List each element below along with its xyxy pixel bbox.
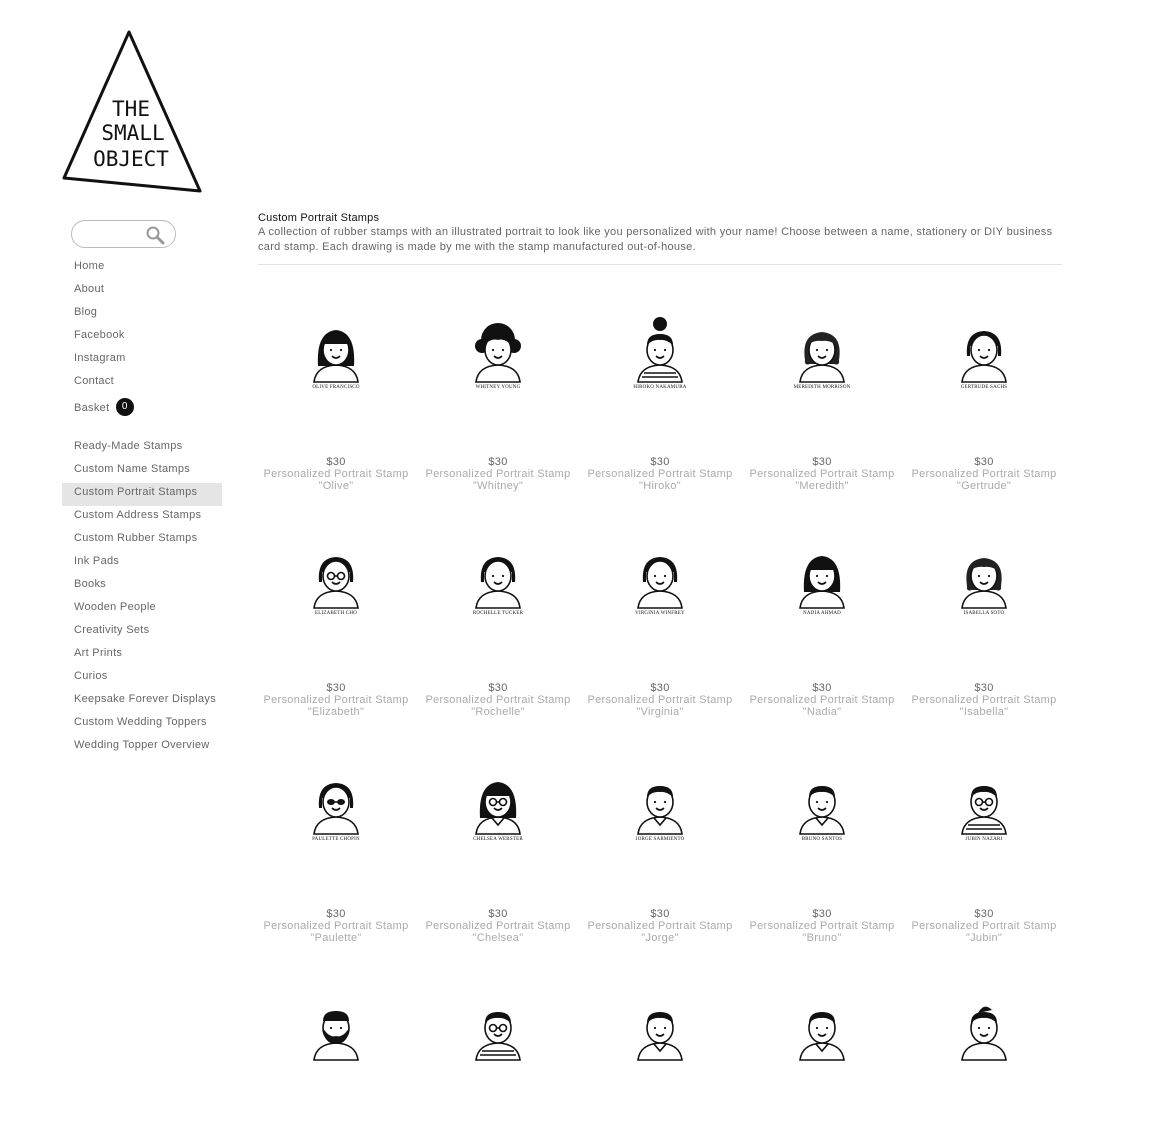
product-variant[interactable]: "Whitney" bbox=[472, 480, 524, 492]
product-card[interactable] bbox=[741, 536, 903, 718]
page-title: Custom Portrait Stamps bbox=[258, 212, 380, 224]
portrait-stamp-image[interactable] bbox=[944, 536, 1024, 626]
product-variant[interactable]: "Nadia" bbox=[802, 706, 842, 718]
portrait-stamp-image[interactable] bbox=[782, 536, 862, 626]
portrait-stamp-image[interactable] bbox=[458, 310, 538, 400]
stamp-name-caption: NADIA AHMAD bbox=[803, 611, 841, 616]
product-variant[interactable]: "Olive" bbox=[318, 480, 354, 492]
product-card[interactable] bbox=[741, 310, 903, 492]
product-price: $30 bbox=[650, 456, 670, 468]
stamp-name-caption: JORGE SARMIENTO bbox=[635, 837, 685, 842]
portrait-stamp-image[interactable] bbox=[296, 762, 376, 852]
product-variant[interactable]: "Meredith" bbox=[795, 480, 849, 492]
product-title[interactable]: Personalized Portrait Stamp bbox=[263, 920, 409, 932]
search-input[interactable] bbox=[82, 222, 146, 248]
card-spacer bbox=[741, 1078, 903, 1130]
stamp-name-caption: ROCHELLE TUCKER bbox=[472, 611, 524, 616]
nav-custom-address-stamps[interactable]: Custom Address Stamps bbox=[74, 509, 202, 521]
search-icon[interactable] bbox=[145, 225, 165, 245]
card-spacer bbox=[255, 852, 417, 904]
product-card[interactable] bbox=[579, 762, 741, 944]
nav-custom-name-stamps[interactable]: Custom Name Stamps bbox=[74, 463, 191, 475]
card-spacer bbox=[903, 626, 1065, 678]
nav-basket[interactable] bbox=[62, 395, 222, 425]
category-header bbox=[258, 212, 1062, 255]
card-spacer bbox=[741, 400, 903, 452]
nav-custom-rubber-stamps[interactable]: Custom Rubber Stamps bbox=[74, 532, 198, 544]
stamp-name-caption: OLIVE FRANCISCO bbox=[312, 385, 360, 390]
nav-keepsake-forever-displays[interactable]: Keepsake Forever Displays bbox=[74, 693, 217, 705]
card-spacer bbox=[417, 852, 579, 904]
card-spacer bbox=[741, 626, 903, 678]
card-spacer bbox=[903, 1078, 1065, 1130]
nav-custom-wedding-toppers[interactable]: Custom Wedding Toppers bbox=[74, 716, 207, 728]
product-title[interactable]: Personalized Portrait Stamp bbox=[911, 920, 1057, 932]
product-title[interactable]: Personalized Portrait Stamp bbox=[425, 694, 571, 706]
nav-books[interactable]: Books bbox=[74, 578, 107, 590]
card-spacer bbox=[417, 400, 579, 452]
card-spacer bbox=[579, 626, 741, 678]
product-price: $30 bbox=[488, 682, 508, 694]
stamp-name-caption: MEREDITH MORRISON bbox=[793, 385, 851, 390]
portrait-stamp-image[interactable] bbox=[620, 536, 700, 626]
product-card[interactable] bbox=[255, 536, 417, 718]
portrait-stamp-image[interactable] bbox=[620, 762, 700, 852]
product-card[interactable] bbox=[417, 762, 579, 944]
search-box bbox=[71, 220, 176, 248]
product-card[interactable] bbox=[255, 762, 417, 944]
portrait-stamp-image[interactable] bbox=[296, 988, 376, 1078]
product-variant[interactable]: "Rochelle" bbox=[471, 706, 525, 718]
product-card[interactable] bbox=[417, 536, 579, 718]
header-divider bbox=[258, 264, 1062, 265]
portrait-stamp-image[interactable] bbox=[944, 988, 1024, 1078]
product-price: $30 bbox=[812, 682, 832, 694]
product-price: $30 bbox=[326, 908, 346, 920]
portrait-stamp-image[interactable] bbox=[458, 536, 538, 626]
product-variant[interactable]: "Elizabeth" bbox=[307, 706, 365, 718]
logo-line-1: THE bbox=[112, 97, 150, 121]
product-card[interactable] bbox=[579, 536, 741, 718]
product-price: $30 bbox=[974, 682, 994, 694]
product-card[interactable] bbox=[417, 310, 579, 492]
portrait-stamp-image[interactable] bbox=[458, 762, 538, 852]
product-price: $30 bbox=[488, 908, 508, 920]
product-variant[interactable]: "Gertrude" bbox=[956, 480, 1012, 492]
card-spacer bbox=[579, 400, 741, 452]
product-title[interactable]: Personalized Portrait Stamp bbox=[587, 694, 733, 706]
nav-ink-pads[interactable]: Ink Pads bbox=[74, 555, 120, 567]
portrait-stamp-image[interactable] bbox=[620, 310, 700, 400]
nav-art-prints[interactable]: Art Prints bbox=[74, 647, 123, 659]
product-variant[interactable]: "Chelsea" bbox=[472, 932, 524, 944]
product-variant[interactable]: "Hiroko" bbox=[639, 480, 681, 492]
product-card[interactable] bbox=[741, 988, 903, 1134]
nav-facebook[interactable]: Facebook bbox=[74, 329, 125, 341]
portrait-stamp-image[interactable] bbox=[296, 536, 376, 626]
product-variant[interactable]: "Jubin" bbox=[965, 932, 1003, 944]
product-title[interactable]: Personalized Portrait Stamp bbox=[749, 694, 895, 706]
product-card[interactable] bbox=[255, 988, 417, 1134]
card-spacer bbox=[903, 852, 1065, 904]
basket-count-badge: 0 bbox=[116, 398, 134, 416]
nav-about[interactable]: About bbox=[74, 283, 105, 295]
product-price: $30 bbox=[326, 682, 346, 694]
product-title[interactable]: Personalized Portrait Stamp bbox=[749, 468, 895, 480]
product-price: $30 bbox=[812, 456, 832, 468]
nav-ready-made-stamps[interactable]: Ready-Made Stamps bbox=[74, 440, 183, 452]
logo-line-3: OBJECT bbox=[93, 147, 169, 171]
primary-nav bbox=[62, 257, 222, 425]
product-variant[interactable]: "Paulette" bbox=[310, 932, 362, 944]
card-spacer bbox=[417, 1078, 579, 1130]
product-variant[interactable]: "Jorge" bbox=[641, 932, 679, 944]
product-card[interactable] bbox=[579, 310, 741, 492]
product-title[interactable]: Personalized Portrait Stamp bbox=[587, 468, 733, 480]
product-title[interactable]: Personalized Portrait Stamp bbox=[425, 468, 571, 480]
product-card[interactable] bbox=[741, 762, 903, 944]
nav-contact[interactable]: Contact bbox=[74, 375, 115, 387]
product-price: $30 bbox=[650, 682, 670, 694]
product-title[interactable]: Personalized Portrait Stamp bbox=[263, 694, 409, 706]
portrait-stamp-image[interactable] bbox=[944, 762, 1024, 852]
nav-curios[interactable]: Curios bbox=[74, 670, 108, 682]
portrait-stamp-image[interactable] bbox=[782, 762, 862, 852]
stamp-name-caption: VIRGINIA WINFREY bbox=[635, 611, 685, 616]
nav-custom-portrait-stamps[interactable]: Custom Portrait Stamps bbox=[62, 483, 222, 506]
product-card[interactable] bbox=[903, 988, 1065, 1134]
product-card[interactable] bbox=[903, 536, 1065, 718]
product-variant[interactable]: "Isabella" bbox=[959, 706, 1009, 718]
card-spacer bbox=[741, 852, 903, 904]
stamp-name-caption: JUBIN NAZARI bbox=[965, 837, 1003, 842]
card-spacer bbox=[255, 626, 417, 678]
portrait-stamp-image[interactable] bbox=[458, 988, 538, 1078]
product-price: $30 bbox=[326, 456, 346, 468]
stamp-name-caption: GERTRUDE SACHS bbox=[960, 385, 1008, 390]
product-title[interactable]: Personalized Portrait Stamp bbox=[587, 920, 733, 932]
nav-wooden-people[interactable]: Wooden People bbox=[74, 601, 156, 613]
product-title[interactable]: Personalized Portrait Stamp bbox=[911, 468, 1057, 480]
nav-home[interactable]: Home bbox=[74, 260, 105, 272]
logo-line-2: SMALL bbox=[101, 121, 165, 145]
portrait-stamp-image[interactable] bbox=[782, 988, 862, 1078]
stamp-name-caption: ELIZABETH CHO bbox=[315, 611, 357, 616]
product-title[interactable]: Personalized Portrait Stamp bbox=[749, 920, 895, 932]
nav-wedding-topper-overview[interactable]: Wedding Topper Overview bbox=[74, 739, 210, 751]
stamp-name-caption: ISABELLA SOTO bbox=[963, 611, 1005, 616]
product-variant[interactable]: "Bruno" bbox=[802, 932, 842, 944]
portrait-stamp-image[interactable] bbox=[620, 988, 700, 1078]
the-small-object-logo[interactable] bbox=[58, 26, 206, 196]
product-price: $30 bbox=[812, 908, 832, 920]
card-spacer bbox=[579, 1078, 741, 1130]
product-title[interactable]: Personalized Portrait Stamp bbox=[263, 468, 409, 480]
product-card[interactable] bbox=[579, 988, 741, 1134]
card-spacer bbox=[255, 400, 417, 452]
product-price: $30 bbox=[650, 908, 670, 920]
product-card[interactable] bbox=[417, 988, 579, 1134]
category-nav bbox=[62, 437, 222, 759]
portrait-stamp-image[interactable] bbox=[782, 310, 862, 400]
nav-instagram[interactable]: Instagram bbox=[74, 352, 126, 364]
product-title[interactable]: Personalized Portrait Stamp bbox=[425, 920, 571, 932]
card-spacer bbox=[903, 400, 1065, 452]
page-description: A collection of rubber stamps with an illustrated portrait to look like you personalized with your name! Choose between a name, stationery or DIY business card stamp. Each drawing is made by me with the stamp manufactured out-of-house. bbox=[258, 226, 1053, 253]
portrait-stamp-image[interactable] bbox=[944, 310, 1024, 400]
stamp-name-caption: BRUNO SANTOS bbox=[801, 837, 843, 842]
portrait-stamp-image[interactable] bbox=[296, 310, 376, 400]
product-title[interactable]: Personalized Portrait Stamp bbox=[911, 694, 1057, 706]
stamp-name-caption: PAULETTE CHOPIN bbox=[312, 837, 360, 842]
product-card[interactable] bbox=[903, 762, 1065, 944]
card-spacer bbox=[579, 852, 741, 904]
product-card[interactable] bbox=[255, 310, 417, 492]
product-price: $30 bbox=[488, 456, 508, 468]
stamp-name-caption: HIROKO NAKAMURA bbox=[633, 385, 687, 390]
nav-blog[interactable]: Blog bbox=[74, 306, 98, 318]
product-price: $30 bbox=[974, 908, 994, 920]
product-price: $30 bbox=[974, 456, 994, 468]
product-card[interactable] bbox=[903, 310, 1065, 492]
product-variant[interactable]: "Virginia" bbox=[636, 706, 684, 718]
nav-creativity-sets[interactable]: Creativity Sets bbox=[74, 624, 150, 636]
stamp-name-caption: WHITNEY YOUNG bbox=[475, 385, 521, 390]
basket-label: Basket bbox=[74, 402, 110, 414]
card-spacer bbox=[417, 626, 579, 678]
card-spacer bbox=[255, 1078, 417, 1130]
stamp-name-caption: CHELSEA WEBSTER bbox=[473, 837, 523, 842]
